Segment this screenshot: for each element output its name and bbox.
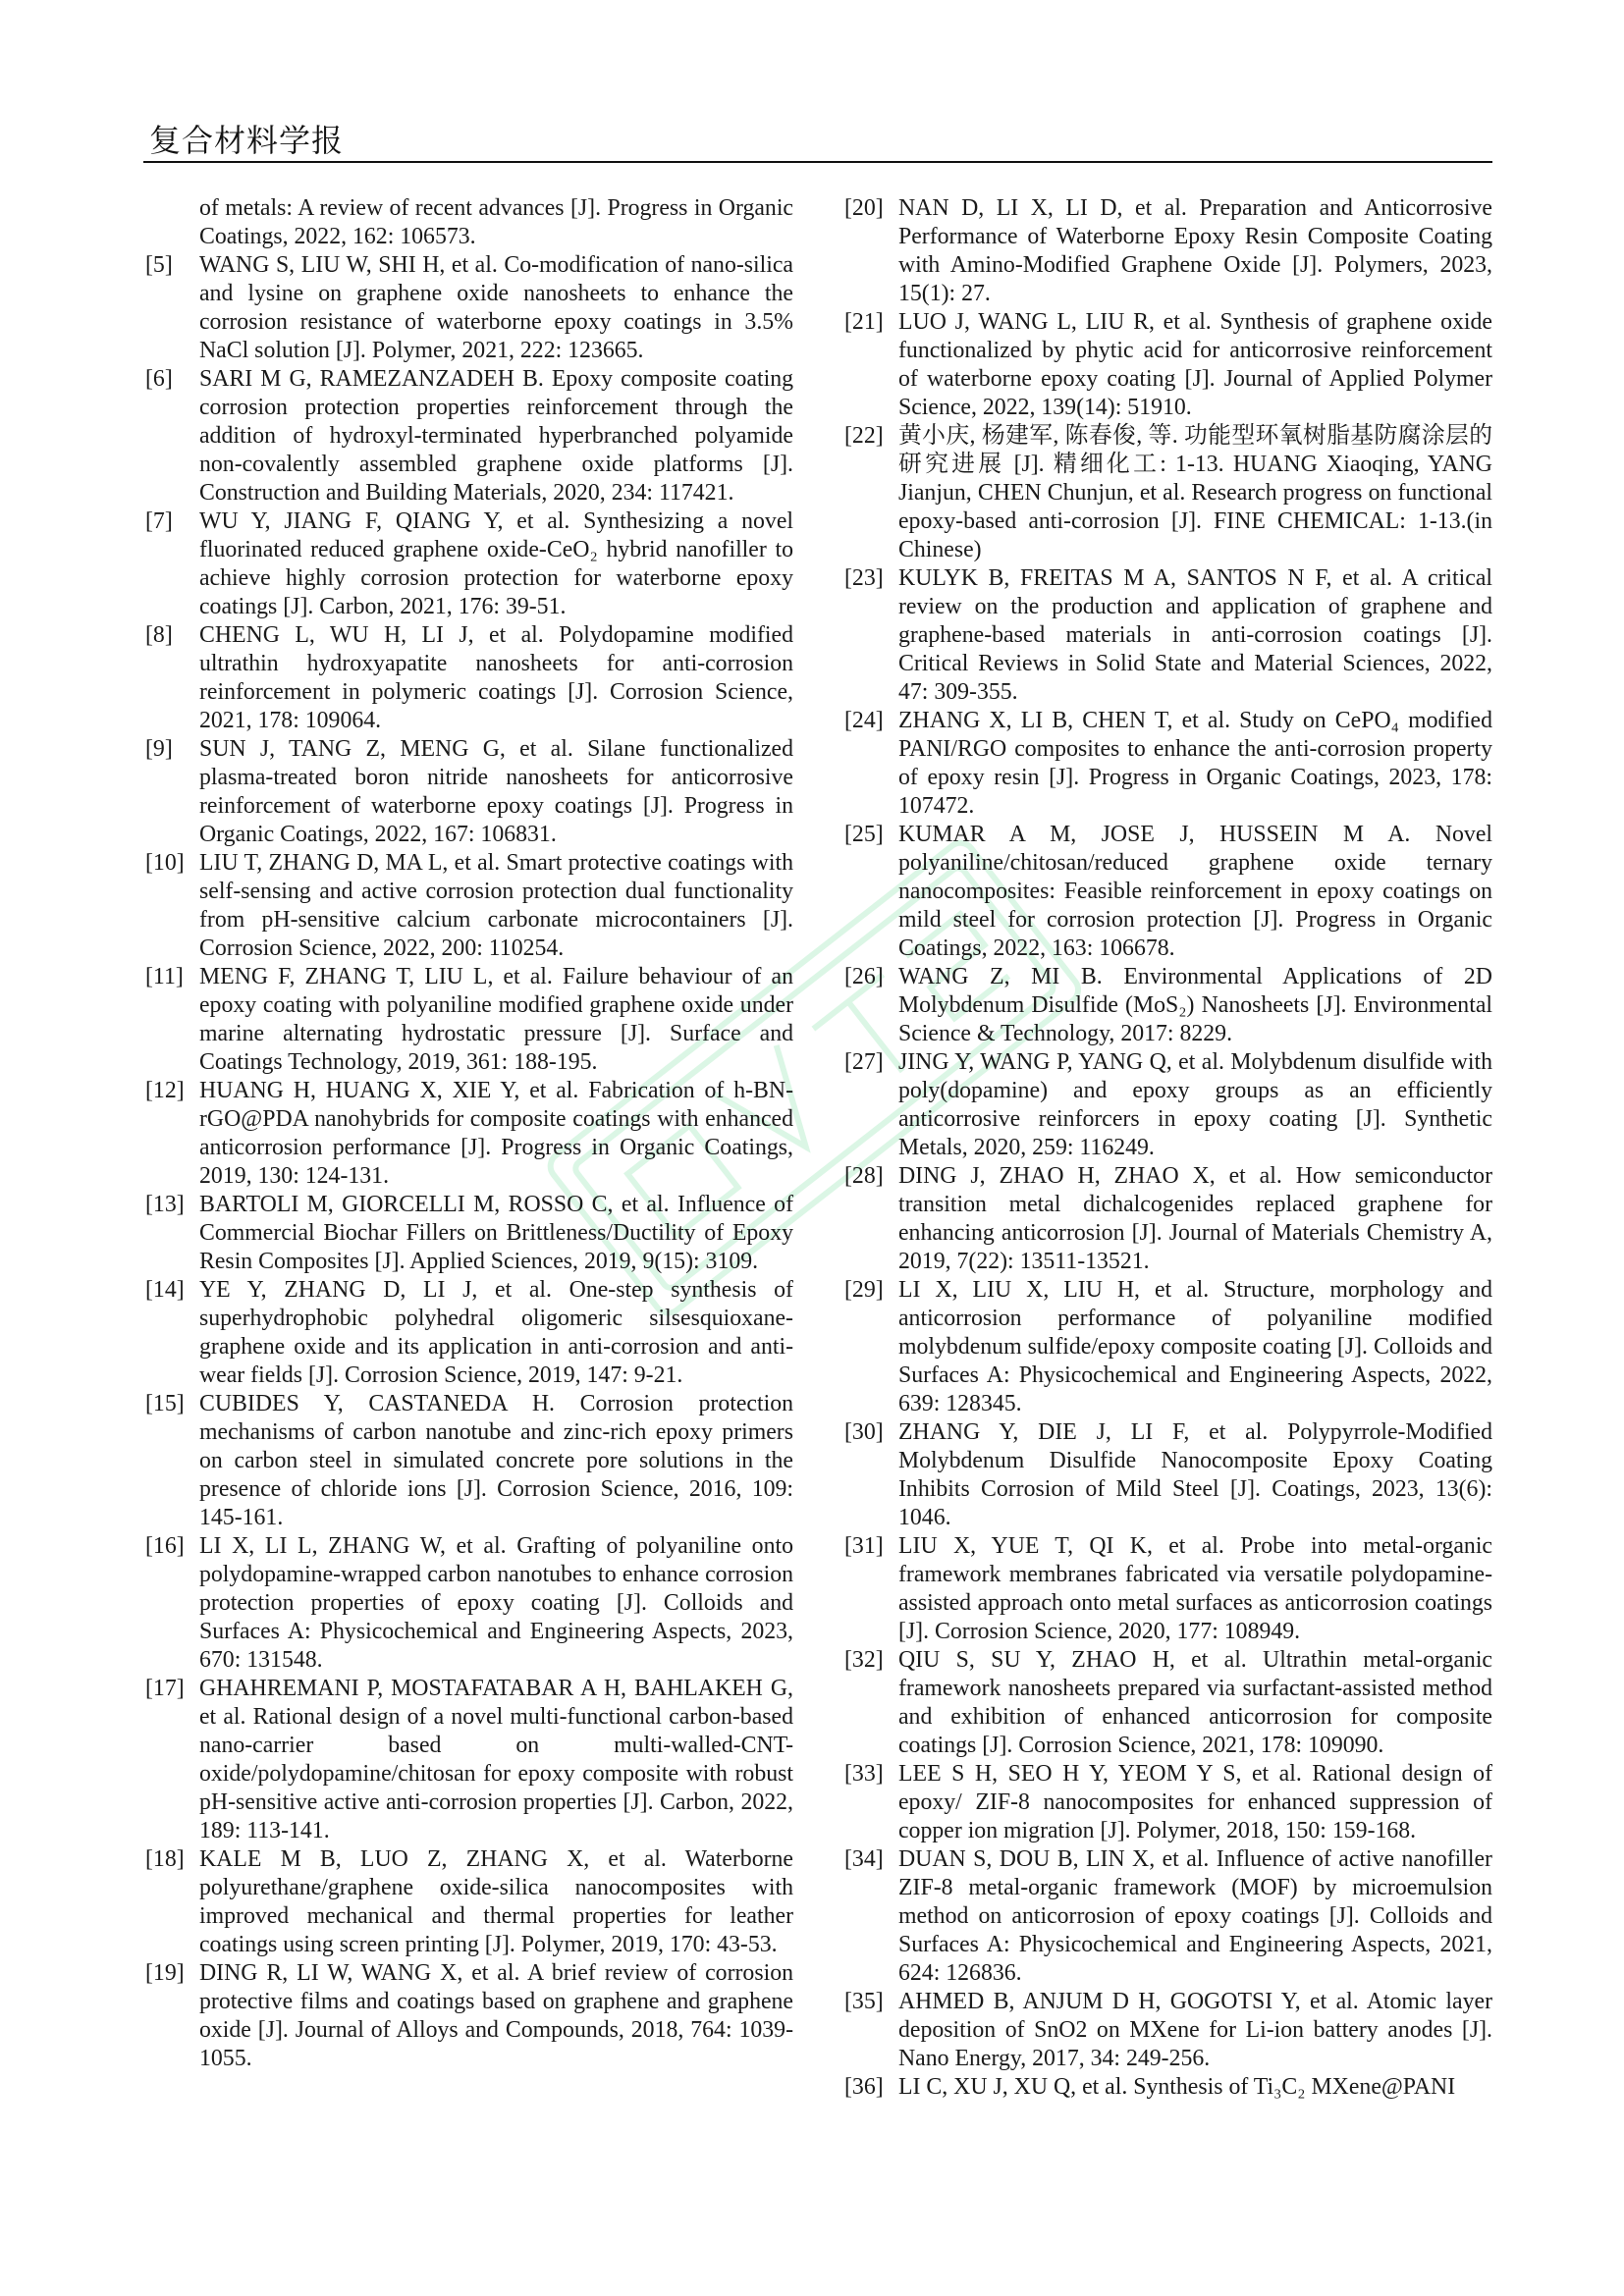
- reference-column-right: [844, 194, 1492, 2102]
- reference-item: [844, 821, 1492, 963]
- reference-text: BARTOLI M, GIORCELLI M, ROSSO C, et al. Influence of Commercial Biochar Fillers on Brittleness/Ductility of Epoxy Resin Composites [J]. Applied Sciences, 2019, 9(15): 3109.: [199, 1192, 793, 1274]
- reference-text: GHAHREMANI P, MOSTAFATABAR A H, BAHLAKEH G, et al. Rational design of a novel multi-functional carbon-based nano-carrier based on multi-walled-CNT-oxide/polydopamine/chitosan for epoxy composite with robust pH-sensitive active anti-corrosion properties [J]. Carbon, 2022, 189: 113-141.: [199, 1676, 793, 1843]
- reference-text: SUN J, TANG Z, MENG G, et al. Silane functionalized plasma-treated boron nitride nanosheets for anticorrosive reinforcement of waterborne epoxy coatings [J]. Progress in Organic Coatings, 2022, 167: 106831.: [199, 736, 793, 847]
- reference-item: [145, 621, 793, 735]
- reference-number: [14]: [145, 1277, 185, 1303]
- journal-title: 复合材料学报: [149, 122, 345, 159]
- reference-number: [29]: [844, 1277, 884, 1303]
- reference-item: [844, 1646, 1492, 1760]
- reference-number: [36]: [844, 2074, 884, 2100]
- reference-item: [844, 707, 1492, 821]
- reference-item: [844, 1276, 1492, 1418]
- reference-item: [145, 1532, 793, 1675]
- reference-number: [28]: [844, 1163, 884, 1189]
- reference-text: LI X, LI L, ZHANG W, et al. Grafting of polyaniline onto polydopamine-wrapped carbon nanotubes to enhance corrosion protection properties of epoxy coating [J]. Colloids and Surfaces A: Physicochemical and Engineering Aspects, 2023, 670: 131548.: [199, 1533, 793, 1673]
- reference-item: [145, 251, 793, 365]
- reference-item: [145, 1276, 793, 1390]
- reference-text: MENG F, ZHANG T, LIU L, et al. Failure behaviour of an epoxy coating with polyaniline modified graphene oxide under marine alternating hydrostatic pressure [J]. Surface and Coatings Technology, 2019, 361: 188-195.: [199, 964, 793, 1075]
- reference-number: [25]: [844, 822, 884, 847]
- reference-number: [26]: [844, 964, 884, 989]
- reference-item: [145, 1845, 793, 1959]
- reference-item: [145, 1675, 793, 1845]
- reference-item: [844, 1048, 1492, 1162]
- reference-text: of metals: A review of recent advances [J]. Progress in Organic Coatings, 2022, 162: 106573.: [199, 195, 793, 249]
- reference-text: DUAN S, DOU B, LIN X, et al. Influence of active nanofiller ZIF-8 metal-organic framework (MOF) by microemulsion method on anticorrosion of epoxy coatings [J]. Colloids and Surfaces A: Physicochemical and Engineering Aspects, 2021, 624: 126836.: [898, 1846, 1492, 1986]
- reference-number: [15]: [145, 1391, 185, 1416]
- reference-item: [145, 1390, 793, 1532]
- reference-number: [33]: [844, 1761, 884, 1787]
- reference-item: [844, 1845, 1492, 1988]
- reference-number: [8]: [145, 622, 173, 648]
- reference-item: [145, 194, 793, 251]
- reference-number: [22]: [844, 423, 884, 449]
- reference-item: [145, 963, 793, 1077]
- reference-number: [35]: [844, 1989, 884, 2014]
- reference-text: LIU X, YUE T, QI K, et al. Probe into metal-organic framework membranes fabricated via versatile polydopamine-assisted approach onto metal surfaces as anticorrosion coatings [J]. Corrosion Science, 2020, 177: 108949.: [898, 1533, 1492, 1644]
- reference-text: WANG Z, MI B. Environmental Applications of 2D Molybdenum Disulfide (MoS₂) Nanosheets [J]. Environmental Science & Technology, 2017: 8229.: [898, 964, 1492, 1046]
- reference-number: [21]: [844, 309, 884, 335]
- reference-number: [34]: [844, 1846, 884, 1872]
- reference-number: [6]: [145, 366, 173, 392]
- reference-number: [27]: [844, 1049, 884, 1075]
- reference-text: 黄小庆, 杨建军, 陈春俊, 等. 功能型环氧树脂基防腐涂层的研究进展 [J]. 精细化工: 1-13. HUANG Xiaoqing, YANG Jianjun, CHEN Chunjun, et al. Research progress on functional epoxy-based anti-corrosion [J]. FINE CHEMICAL: 1-13.(in Chinese): [898, 423, 1492, 562]
- page-header: [143, 110, 1492, 163]
- reference-number: [10]: [145, 850, 185, 876]
- reference-text: DING R, LI W, WANG X, et al. A brief review of corrosion protective films and coatings based on graphene and graphene oxide [J]. Journal of Alloys and Compounds, 2018, 764: 1039-1055.: [199, 1960, 793, 2071]
- reference-number: [18]: [145, 1846, 185, 1872]
- reference-number: [9]: [145, 736, 173, 762]
- reference-number: [19]: [145, 1960, 185, 1986]
- reference-text: WANG S, LIU W, SHI H, et al. Co-modification of nano-silica and lysine on graphene oxide nanosheets to enhance the corrosion resistance of waterborne epoxy coatings in 3.5% NaCl solution [J]. Polymer, 2021, 222: 123665.: [199, 252, 793, 363]
- reference-text: ZHANG X, LI B, CHEN T, et al. Study on CePO₄ modified PANI/RGO composites to enhance the anti-corrosion property of epoxy resin [J]. Progress in Organic Coatings, 2023, 178: 107472.: [898, 708, 1492, 819]
- reference-item: [844, 422, 1492, 564]
- reference-text: SARI M G, RAMEZANZADEH B. Epoxy composite coating corrosion protection properties reinforcement through the addition of hydroxyl-terminated hyperbranched polyamide non-covalently assembled graphene oxide platforms [J]. Construction and Building Materials, 2020, 234: 117421.: [199, 366, 793, 506]
- reference-item: [145, 1077, 793, 1191]
- reference-item: [145, 735, 793, 849]
- reference-number: [17]: [145, 1676, 185, 1701]
- reference-item: [844, 1418, 1492, 1532]
- reference-item: [844, 1760, 1492, 1845]
- reference-number: [12]: [145, 1078, 185, 1103]
- reference-item: [844, 963, 1492, 1048]
- reference-text: LEE S H, SEO H Y, YEOM Y S, et al. Rational design of epoxy/ ZIF-8 nanocomposites for enhanced suppression of copper ion migration [J]. Polymer, 2018, 150: 159-168.: [898, 1761, 1492, 1843]
- reference-item: [844, 1988, 1492, 2073]
- reference-text: KALE M B, LUO Z, ZHANG X, et al. Waterborne polyurethane/graphene oxide-silica nanocomposites with improved mechanical and thermal properties for leather coatings using screen printing [J]. Polymer, 2019, 170: 43-53.: [199, 1846, 793, 1957]
- reference-text: ZHANG Y, DIE J, LI F, et al. Polypyrrole-Modified Molybdenum Disulfide Nanocomposite Epoxy Coating Inhibits Corrosion of Mild Steel [J]. Coatings, 2023, 13(6): 1046.: [898, 1419, 1492, 1530]
- reference-text: YE Y, ZHANG D, LI J, et al. One-step synthesis of superhydrophobic polyhedral oligomeric silsesquioxane-graphene oxide and its application in anti-corrosion and anti-wear fields [J]. Corrosion Science, 2019, 147: 9-21.: [199, 1277, 793, 1388]
- reference-item: [844, 564, 1492, 707]
- reference-number: [16]: [145, 1533, 185, 1559]
- reference-text: DING J, ZHAO H, ZHAO X, et al. How semiconductor transition metal dichalcogenides replaced graphene for enhancing anticorrosion [J]. Journal of Materials Chemistry A, 2019, 7(22): 13511-13521.: [898, 1163, 1492, 1274]
- reference-number: [5]: [145, 252, 173, 278]
- reference-item: [844, 2073, 1492, 2102]
- reference-text: NAN D, LI X, LI D, et al. Preparation and Anticorrosive Performance of Waterborne Epoxy Resin Composite Coating with Amino-Modified Graphene Oxide [J]. Polymers, 2023, 15(1): 27.: [898, 195, 1492, 306]
- reference-item: [844, 308, 1492, 422]
- reference-text: WU Y, JIANG F, QIANG Y, et al. Synthesizing a novel fluorinated reduced graphene oxide-CeO₂ hybrid nanofiller to achieve highly corrosion protection for waterborne epoxy coatings [J]. Carbon, 2021, 176: 39-51.: [199, 508, 793, 619]
- reference-text: CHENG L, WU H, LI J, et al. Polydopamine modified ultrathin hydroxyapatite nanosheets for anti-corrosion reinforcement in polymeric coatings [J]. Corrosion Science, 2021, 178: 109064.: [199, 622, 793, 733]
- reference-text: CUBIDES Y, CASTANEDA H. Corrosion protection mechanisms of carbon nanotube and zinc-rich epoxy primers on carbon steel in simulated concrete pore solutions in the presence of chloride ions [J]. Corrosion Science, 2016, 109: 145-161.: [199, 1391, 793, 1530]
- reference-number: [31]: [844, 1533, 884, 1559]
- reference-text: LUO J, WANG L, LIU R, et al. Synthesis of graphene oxide functionalized by phytic acid for anticorrosive reinforcement of waterborne epoxy coating [J]. Journal of Applied Polymer Science, 2022, 139(14): 51910.: [898, 309, 1492, 420]
- reference-number: [13]: [145, 1192, 185, 1217]
- reference-item: [145, 1959, 793, 2073]
- reference-text: QIU S, SU Y, ZHAO H, et al. Ultrathin metal-organic framework nanosheets prepared via surfactant-assisted method and exhibition of enhanced anticorrosion for composite coatings [J]. Corrosion Science, 2021, 178: 109090.: [898, 1647, 1492, 1758]
- reference-number: [32]: [844, 1647, 884, 1673]
- reference-number: [20]: [844, 195, 884, 221]
- reference-text: KUMAR A M, JOSE J, HUSSEIN M A. Novel polyaniline/chitosan/reduced graphene oxide ternary nanocomposites: Feasible reinforcement in epoxy coatings on mild steel for corrosion protection [J]. Progress in Organic Coatings, 2022, 163: 106678.: [898, 822, 1492, 961]
- reference-item: [844, 1532, 1492, 1646]
- reference-text: AHMED B, ANJUM D H, GOGOTSI Y, et al. Atomic layer deposition of SnO2 on MXene for Li-ion battery anodes [J]. Nano Energy, 2017, 34: 249-256.: [898, 1989, 1492, 2071]
- reference-text: JING Y, WANG P, YANG Q, et al. Molybdenum disulfide with poly(dopamine) and epoxy groups as an efficiently anticorrosive reinforcers in epoxy coating [J]. Synthetic Metals, 2020, 259: 116249.: [898, 1049, 1492, 1160]
- reference-number: [7]: [145, 508, 173, 534]
- reference-text: HUANG H, HUANG X, XIE Y, et al. Fabrication of h-BN-rGO@PDA nanohybrids for composite coatings with enhanced anticorrosion performance [J]. Progress in Organic Coatings, 2019, 130: 124-131.: [199, 1078, 793, 1189]
- reference-number: [11]: [145, 964, 184, 989]
- reference-column-left: [145, 194, 793, 2073]
- reference-item: [145, 365, 793, 507]
- reference-text: KULYK B, FREITAS M A, SANTOS N F, et al. A critical review on the production and application of graphene and graphene-based materials in anti-corrosion coatings [J]. Critical Reviews in Solid State and Material Sciences, 2022, 47: 309-355.: [898, 565, 1492, 705]
- reference-text: LIU T, ZHANG D, MA L, et al. Smart protective coatings with self-sensing and active corrosion protection dual functionality from pH-sensitive calcium carbonate microcontainers [J]. Corrosion Science, 2022, 200: 110254.: [199, 850, 793, 961]
- reference-item: [844, 1162, 1492, 1276]
- reference-number: [23]: [844, 565, 884, 591]
- reference-item: [145, 507, 793, 621]
- reference-number: [30]: [844, 1419, 884, 1445]
- reference-item: [145, 1191, 793, 1276]
- reference-text: LI C, XU J, XU Q, et al. Synthesis of Ti₃C₂ MXene@PANI: [898, 2074, 1456, 2100]
- reference-text: LI X, LIU X, LIU H, et al. Structure, morphology and anticorrosion performance of polyaniline modified molybdenum sulfide/epoxy composite coating [J]. Colloids and Surfaces A: Physicochemical and Engineering Aspects, 2022, 639: 128345.: [898, 1277, 1492, 1416]
- reference-number: [24]: [844, 708, 884, 733]
- reference-item: [145, 849, 793, 963]
- reference-item: [844, 194, 1492, 308]
